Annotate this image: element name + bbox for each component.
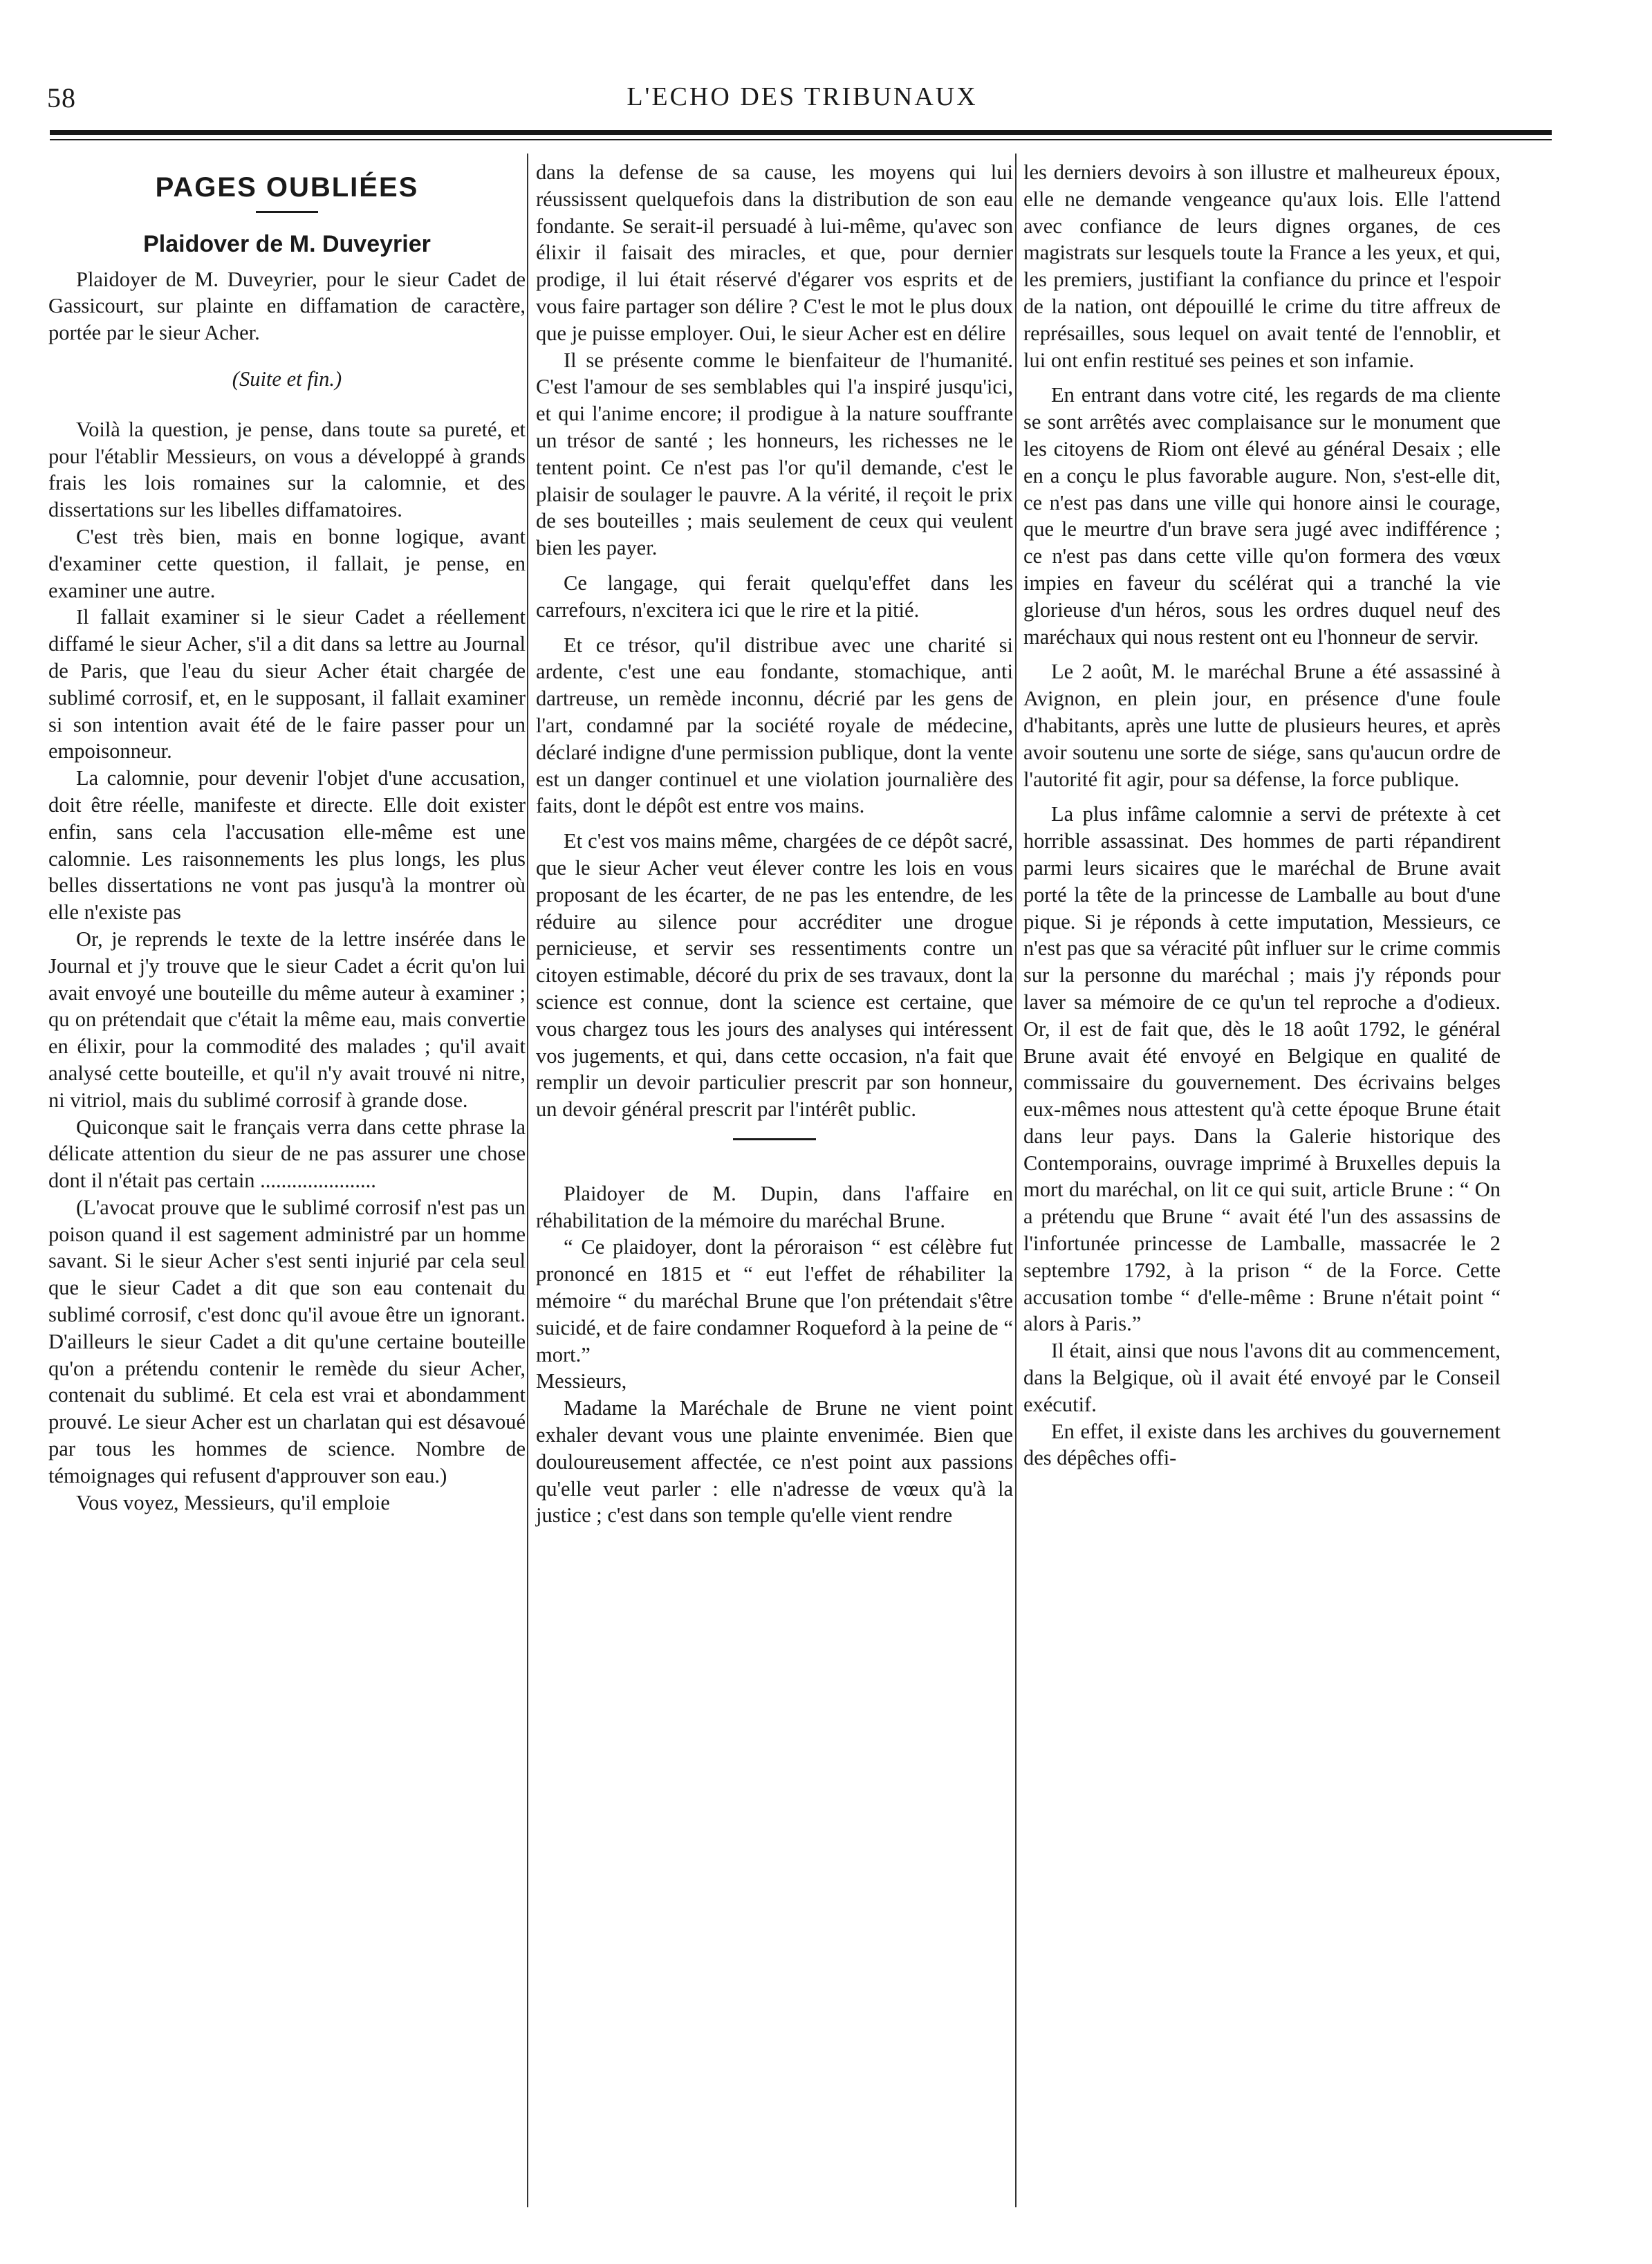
suite-note: (Suite et fin.) [232,366,342,391]
column-divider-1 [527,154,528,2207]
paragraph: La calomnie, pour devenir l'objet d'une accusation, doit être réelle, manifeste et directe. Elle doit exister enfin, sans cela l'accusation elle-même est une calomnie. Les raisonnements les plus longs, les plus belles dissertations ne vont pas jusqu'à la montrer où elle n'existe pas [48,766,526,925]
article-subtitle: Plaidover de M. Duveyrier [143,230,431,257]
paragraph: En effet, il existe dans les archives du gouvernement des dépêches offi- [1023,1419,1501,1470]
paragraph: Ce langage, qui ferait quelqu'effet dans les carrefours, n'excitera ici que le rire et la pitié. [536,570,1013,622]
paragraph: Il fallait examiner si le sieur Cadet a réellement diffamé le sieur Acher, s'il a dit dans sa lettre au Journal de Paris, que l'eau du sieur Acher était chargée de sublimé corrosif, et, en le supposant, il fallait examiner si son intention avait été de le faire passer pour un empoisonneur. [48,605,526,763]
paragraph: Madame la Maréchale de Brune ne vient point exhaler devant vous une plainte envenimée. Bien que douloureusement affectée, ce n'est point aux passions qu'elle veut parler : elle n'adresse de vœux qu'à la justice ; c'est dans son temple qu'elle vient rendre [536,1396,1013,1528]
article-divider [733,1138,816,1140]
column-2 [536,159,1013,1529]
paragraph: C'est très bien, mais en bonne logique, avant d'examiner cette question, il fallait, je pense, en examiner une autre. [48,524,526,602]
paragraph: En entrant dans votre cité, les regards de ma cliente se sont arrêtés avec complaisance sur le monument que les citoyens de Riom ont élevé au général Desaix ; elle en a conçu le plus favorable augure. Non, s'est-elle dit, ce n'est pas dans une ville qui honore ainsi le courage, que le meurtre d'un brave sera jugé avec indifférence ; ce n'est pas dans cette ville qu'on formera des vœux impies en faveur du scélérat qui a tranché la vie glorieuse d'un héros, sous les ordres duquel neuf des maréchaux qui nous restent ont eu l'honneur de servir. [1023,383,1501,649]
column-3 [1023,159,1501,1472]
paragraph: “ Ce plaidoyer, dont la péroraison “ est célèbre fut prononcé en 1815 et “ eut l'effet de réhabiliter la mémoire “ du maréchal Brune que l'on prétendait s'être suicidé, et de faire condamner Roqueford à la peine de “ mort.” [536,1235,1013,1366]
paragraph: Voilà la question, je pense, dans toute sa pureté, et pour l'établir Messieurs, on vous a développé à grands frais les lois romaines sur la calomnie, et des dissertations sur les libelles diffamatoires. [48,417,526,522]
column-divider-2 [1015,154,1017,2207]
paragraph: Vous voyez, Messieurs, qu'il emploie [76,1490,390,1514]
header-rule-thick [50,130,1552,135]
paragraph: Le 2 août, M. le maréchal Brune a été assassiné à Avignon, en plein jour, en présence d'une foule d'habitants, après une lutte de plusieurs heures, et après avoir soutenu une sorte de siége, sans qu'aucun ordre de l'autorité fit agir, pour sa défense, la force publique. [1023,660,1501,791]
paragraph: Messieurs, [536,1369,627,1393]
column-1 [48,159,526,1516]
paragraph: Et c'est vos mains même, chargées de ce dépôt sacré, que le sieur Acher veut élever contre les lois en vous proposant de les écarter, de ne pas les entendre, de les réduire au silence pour accréditer une drogue pernicieuse, et servir ses ressentiments contre un citoyen estimable, décoré du prix de ses travaux, dont la science est connue, dont la science est certaine, que vous chargez tous les jours des analyses qui intéressent vos jugements, et qui, dans cette occasion, n'a fait que remplir un devoir particulier prescrit par son honneur, un devoir général prescrit par l'intérêt public. [536,829,1013,1122]
paragraph: La plus infâme calomnie a servi de prétexte à cet horrible assassinat. Des hommes de parti répandirent parmi leurs sicaires que le maréchal de Brune avait porté la tête de la princesse de Lamballe au bout d'une pique. Si je réponds à cette imputation, Messieurs, ce n'est pas que sa véracité pût influer sur le crime commis sur la personne du maréchal ; mais j'y réponds pour laver sa mémoire de ce qu'un tel reproche a d'odieux. Or, il est de fait que, dès le 18 août 1792, le général Brune avait été envoyé en Belgique en qualité de commissaire du gouvernement. Des écrivains belges eux-mêmes nous attestent qu'à cette époque Brune était dans leur pays. Dans la Galerie historique des Contemporains, ouvrage imprimé à Bruxelles depuis la mort du maréchal, on lit ce qui suit, article Brune : “ On a prétendu que Brune “ avait été l'un des assassins de l'infortunée princesse de Lamballe, massacrée le 2 septembre 1792, à la prison “ de la Force. Cette accusation tombe “ d'elle-même : Brune n'était point “ alors à Paris.” [1023,802,1501,1336]
section-title: PAGES OUBLIÉES [155,172,419,203]
paragraph: Quiconque sait le français verra dans cette phrase la délicate attention du sieur de ne pas assurer une chose dont il n'était pas certain ...................... [48,1115,526,1193]
paragraph: dans la defense de sa cause, les moyens qui lui réussissent quelquefois dans la distribution de son eau fondante. Se serait-il persuadé à lui-même, qu'avec son élixir il faisait des miracles, et que, pour dernier prodige, il lui était réservé d'égarer vos esprits et de vous faire partager son délire ? C'est le mot le plus doux que je puisse employer. Oui, le sieur Acher est en délire [536,160,1013,345]
paragraph: (L'avocat prouve que le sublimé corrosif n'est pas un poison quand il est sagement administré par un homme savant. Si le sieur Acher s'est senti injurié par cela seul que le sieur Cadet a dit que son eau contenait du sublimé corrosif, c'est donc qu'il avoue être un ignorant. D'ailleurs le sieur Cadet a dit qu'une certaine bouteille qu'on a prétendu contenir le remède du sieur Acher, contenait du sublimé. Et cela est vrai et abondamment prouvé. Le sieur Acher est un charlatan qui est désavoué par tous les hommes de science. Nombre de témoignages qui refusent d'approuver son eau.) [48,1195,526,1487]
paragraph: Or, je reprends le texte de la lettre insérée dans le Journal et j'y trouve que le sieur Cadet a écrit qu'on lui avait envoyé une bouteille du même auteur à examiner ; qu on prétendait que c'était la même eau, mais convertie en élixir, pour la commodité des malades ; qu'il avait analysé cette bouteille, et qu'il n'y avait trouvé ni nitre, ni vitriol, mais du sublimé corrosif à grande dose. [48,927,526,1112]
paragraph: les derniers devoirs à son illustre et malheureux époux, elle ne demande vengeance qu'aux lois. Elle l'attend avec confiance de leurs dignes organes, de ces magistrats sur lesquels toute la France a les yeux, et qui, les premiers, justifiant la confiance du prince et l'espoir de la nation, ont dépouillé le crime du titre affreux de représailles, sous lequel on avait tenté de l'ennoblir, et lui ont enfin restitué ses peines et son infamie. [1023,160,1501,372]
paragraph: Plaidoyer de M. Dupin, dans l'affaire en réhabilitation de la mémoire du maréchal Brune. [536,1181,1013,1232]
paragraph: Il était, ainsi que nous l'avons dit au commencement, dans la Belgique, où il avait été envoyé par le Conseil exécutif. [1023,1339,1501,1416]
header-rule-thin [50,139,1552,140]
page-header [41,82,1563,123]
paragraph: Et ce trésor, qu'il distribue avec une charité si ardente, c'est une eau fondante, stomachique, anti dartreuse, un remède inconnu, décrié par les gens de l'art, condamné par la société royale de médecine, déclaré indigne d'une permission publique, dont la vente est un danger continuel et une violation journalière des faits, dont le dépôt est entre vos mains. [536,633,1013,818]
article-intro: Plaidoyer de M. Duveyrier, pour le sieur Cadet de Gassicourt, sur plainte en diffamation de caractère, portée par le sieur Acher. [48,267,526,345]
running-title: L'ECHO DES TRIBUNAUX [627,82,978,111]
title-rule [256,211,318,213]
paragraph: Il se présente comme le bienfaiteur de l'humanité. C'est l'amour de ses semblables qui l'a inspiré jusqu'ici, et qui l'anime encore; il prodigue à la nature souffrante un trésor de santé ; les honneurs, les richesses ne le tentent point. Ce n'est pas l'or qu'il demande, c'est le plaisir de soulager le pauvre. A la vérité, il reçoit le prix de ses bouteilles ; mais seulement de ceux qui veulent bien les payer. [536,348,1013,560]
page-number: 58 [47,82,76,113]
